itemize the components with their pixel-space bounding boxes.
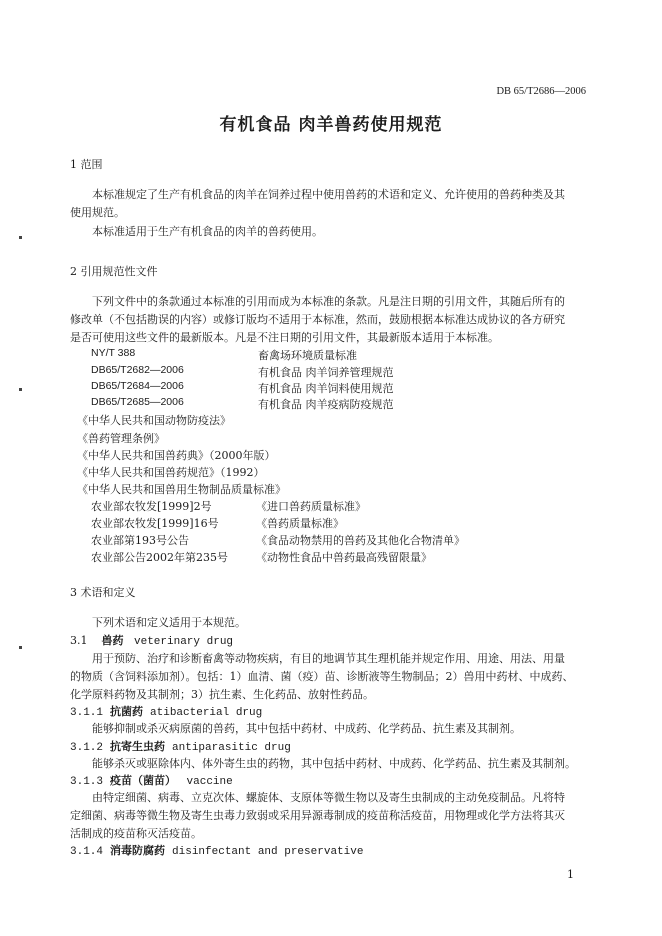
page-number: 1 <box>567 868 574 881</box>
decree-code: 农业部农牧发[1999]16号 <box>91 517 219 530</box>
term-number: 3.1.3 <box>70 776 104 788</box>
text-line: 下列文件中的条款通过本标准的引用而成为本标准的条款。凡是注日期的引用文件，其随后所有的 <box>92 295 565 308</box>
decree-title: 《动物性食品中兽药最高残留限量》 <box>256 551 432 564</box>
section-3-intro: 下列术语和定义适用于本规范。 <box>92 616 246 629</box>
ref-title: 有机食品 肉羊饲料使用规范 <box>258 382 394 395</box>
standard-code: DB 65/T2686—2006 <box>496 86 586 97</box>
text-line: 修改单（不包括勘误的内容）或修订版均不适用于本标准，然而，鼓励根据本标准达成协议的各方研究 <box>70 313 565 326</box>
term-english: vaccine <box>186 776 233 788</box>
term-chinese: 消毒防腐药 <box>110 844 166 857</box>
ref-code: DB65/T2682—2006 <box>91 364 184 376</box>
term-chinese: 抗菌药 <box>110 705 144 718</box>
ref-title: 有机食品 肉羊疫病防疫规范 <box>258 398 394 411</box>
term-3-1-heading <box>70 632 233 651</box>
scan-speck <box>19 646 22 649</box>
term-english: veterinary drug <box>134 636 234 648</box>
section-1-paragraph-1 <box>70 186 595 222</box>
ref-code: NY/T 388 <box>91 347 136 359</box>
text-line: 由特定细菌、病毒、立克次体、螺旋体、支原体等微生物以及寄生虫制成的主动免疫制品。凡将特 <box>92 791 565 804</box>
scan-speck <box>19 236 22 239</box>
term-number: 3.1 <box>70 634 88 647</box>
term-number: 3.1.1 <box>70 707 104 719</box>
section-1-paragraph-2: 本标准适用于生产有机食品的肉羊的兽药使用。 <box>92 225 323 238</box>
ref-title: 有机食品 肉羊饲养管理规范 <box>258 366 394 379</box>
law-reference: 《兽药管理条例》 <box>77 432 165 445</box>
text-line: 活制成的疫苗称灭活疫苗。 <box>70 827 202 840</box>
text-line: 的物质（含饲料添加剂）。包括：1）血清、菌（疫）苗、诊断液等生物制品；2）兽用中药材、中成药、 <box>70 670 574 683</box>
text-line: 本标准规定了生产有机食品的肉羊在饲养过程中使用兽药的术语和定义、允许使用的兽药种类及其 <box>92 188 565 201</box>
decree-title: 《兽药质量标准》 <box>256 517 344 530</box>
term-english: disinfectant and preservative <box>172 846 364 858</box>
term-3-1-3-definition <box>70 789 595 843</box>
term-number: 3.1.4 <box>70 846 104 858</box>
term-chinese: 兽药 <box>101 634 124 647</box>
term-3-1-4-heading <box>70 842 363 861</box>
law-reference: 《中华人民共和国兽药典》（2000年版） <box>77 449 276 462</box>
section-1-heading: 1 范围 <box>70 158 103 171</box>
section-2-heading: 2 引用规范性文件 <box>70 265 158 278</box>
term-3-1-2-definition: 能够杀灭或驱除体内、体外寄生虫的药物，其中包括中药材、中成药、化学药品、抗生素及其制剂。 <box>92 757 576 770</box>
term-number: 3.1.2 <box>70 742 104 754</box>
ref-code: DB65/T2685—2006 <box>91 396 184 408</box>
text-line: 化学原料药物及其制剂；3）抗生素、生化药品、放射性药品。 <box>70 688 374 701</box>
ref-code: DB65/T2684—2006 <box>91 380 184 392</box>
term-chinese: 抗寄生虫药 <box>110 740 166 753</box>
term-english: atibacterial drug <box>150 707 263 719</box>
page-title: 有机食品 肉羊兽药使用规范 <box>219 115 443 135</box>
decree-title: 《食品动物禁用的兽药及其他化合物清单》 <box>256 534 465 547</box>
law-reference: 《中华人民共和国兽药规范》（1992） <box>77 466 265 479</box>
decree-title: 《进口兽药质量标准》 <box>256 500 366 513</box>
text-line: 是否可使用这些文件的最新版本。凡是不注日期的引用文件，其最新版本适用于本标准。 <box>70 331 499 344</box>
decree-code: 农业部公告2002年第235号 <box>91 551 228 564</box>
section-3-heading: 3 术语和定义 <box>70 586 136 599</box>
decree-code: 农业部第193号公告 <box>91 534 189 547</box>
section-2-intro <box>70 293 595 347</box>
text-line: 定细菌、病毒等微生物及寄生虫毒力致弱或采用异源毒制成的疫苗称活疫苗，用物理或化学方法将其灭 <box>70 809 565 822</box>
term-3-1-1-definition: 能够抑制或杀灭病原菌的兽药，其中包括中药材、中成药、化学药品、抗生素及其制剂。 <box>92 722 521 735</box>
term-chinese: 疫苗（菌苗） <box>110 774 177 787</box>
text-line: 用于预防、治疗和诊断畜禽等动物疾病，有目的地调节其生理机能并规定作用、用途、用法、用量 <box>92 652 565 665</box>
decree-code: 农业部农牧发[1999]2号 <box>91 500 212 513</box>
term-3-1-definition <box>70 650 595 704</box>
scan-speck <box>19 388 22 391</box>
law-reference: 《中华人民共和国兽用生物制品质量标准》 <box>77 483 286 496</box>
text-line: 使用规范。 <box>70 206 125 219</box>
term-english: antiparasitic drug <box>172 742 291 754</box>
law-reference: 《中华人民共和国动物防疫法》 <box>77 414 231 427</box>
ref-title: 畜禽场环境质量标准 <box>258 349 357 362</box>
